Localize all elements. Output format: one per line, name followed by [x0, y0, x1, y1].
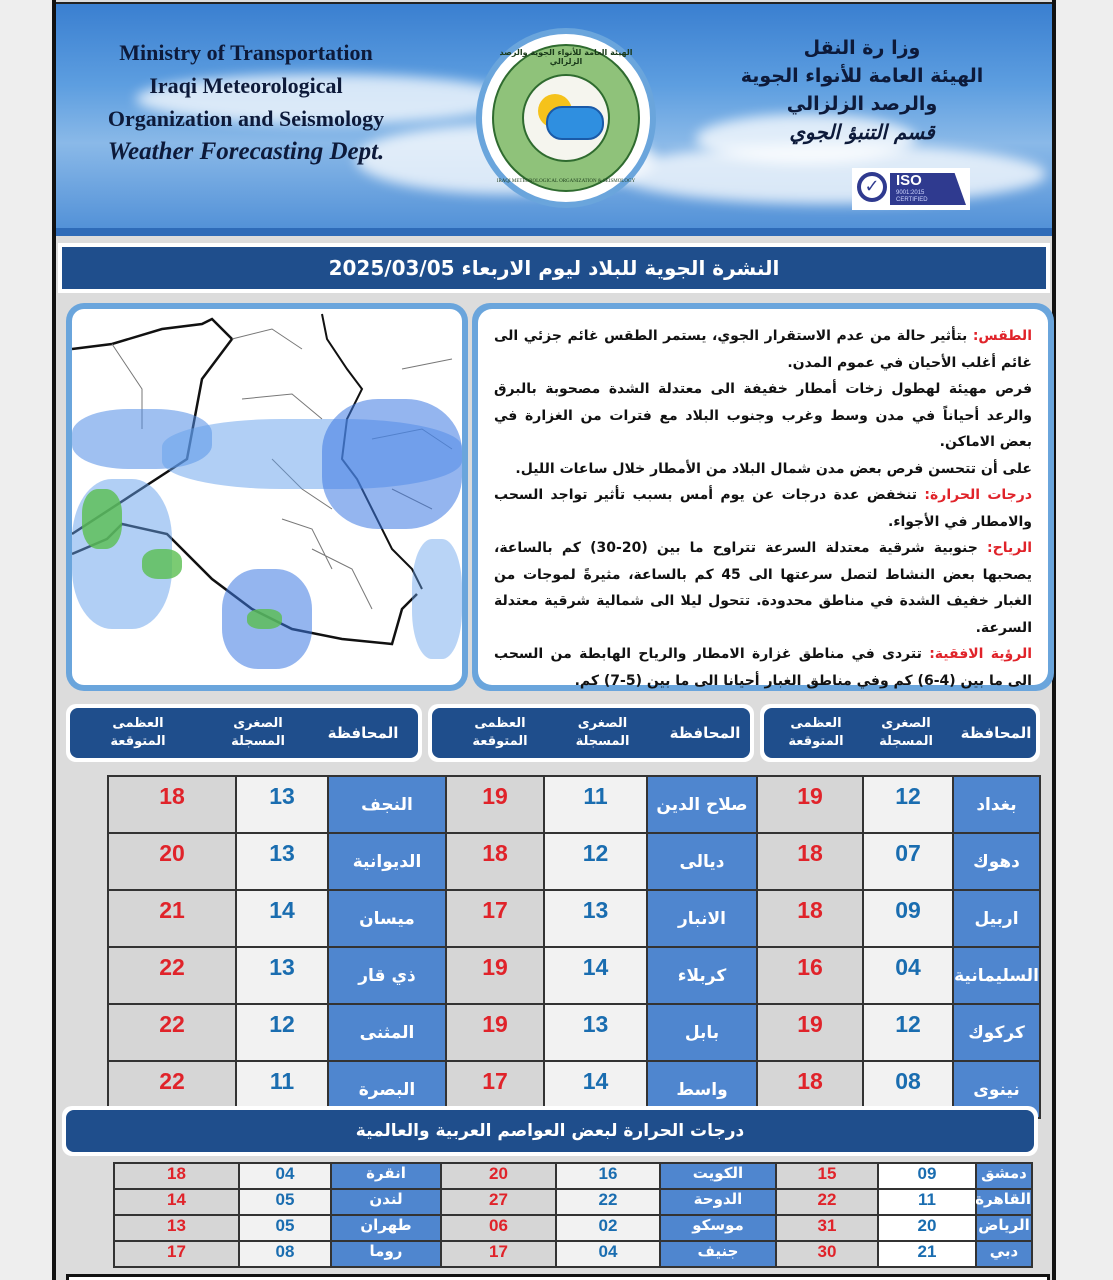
name-cell: السليمانية [953, 947, 1040, 1004]
max-temp-cell: 19 [757, 776, 863, 833]
header-max-line1: العظمى [474, 716, 526, 731]
header-min [866, 708, 946, 758]
max-temp-cell: 22 [776, 1189, 878, 1215]
header-max [776, 708, 856, 758]
min-temp-cell: 13 [236, 833, 328, 890]
iso-subtitle [896, 190, 928, 204]
weather-map [72, 309, 462, 685]
capital-row [114, 1241, 1032, 1267]
name-cell: ميسان [328, 890, 446, 947]
min-temp-cell: 14 [236, 890, 328, 947]
max-temp-cell: 13 [114, 1215, 239, 1241]
weather-text-2: فرص مهيئة لهطول زخات أمطار خفيفة الى معتدلة الشدة مصحوبة بالبرق والرعد أحياناً في مدن وسط وغرب وجنوب البلاد مع فترات من الغزارة في بعض الاماكن. [494, 381, 1032, 450]
max-temp-cell: 17 [446, 1061, 544, 1118]
min-temp-cell: 02 [556, 1215, 660, 1241]
visibility-label: الرؤية الافقية: [929, 646, 1033, 662]
max-temp-cell: 18 [757, 833, 863, 890]
name-cell: طهران [331, 1215, 441, 1241]
min-temp-cell: 13 [236, 776, 328, 833]
header-max-line1: العظمى [790, 716, 842, 731]
min-temp-cell: 08 [863, 1061, 953, 1118]
name-cell: الكويت [660, 1163, 776, 1189]
min-temp-cell: 22 [556, 1189, 660, 1215]
weather-label: الطقس: [972, 328, 1032, 344]
ar-dept: قسم التنبؤ الجوي [789, 120, 935, 144]
min-temp-cell: 12 [863, 1004, 953, 1061]
name-cell: بغداد [953, 776, 1040, 833]
max-temp-cell: 19 [757, 1004, 863, 1061]
name-cell: بابل [647, 1004, 757, 1061]
min-temp-cell: 04 [556, 1241, 660, 1267]
capitals-table [113, 1162, 1033, 1268]
min-temp-cell: 13 [544, 1004, 647, 1061]
governorate-row [108, 776, 1040, 833]
header-min-line1: الصغرى [577, 716, 628, 731]
max-temp-cell: 18 [114, 1163, 239, 1189]
bulletin-title-bar [58, 243, 1050, 293]
name-cell: روما [331, 1241, 441, 1267]
name-cell: المثنى [328, 1004, 446, 1061]
forecast-text-panel [472, 303, 1054, 691]
name-cell: البصرة [328, 1061, 446, 1118]
min-temp-cell: 05 [239, 1215, 331, 1241]
min-temp-cell: 14 [544, 947, 647, 1004]
table-header-group-2 [428, 704, 754, 762]
header-governorate: المحافظة [669, 724, 741, 742]
temperature-label: درجات الحرارة: [924, 487, 1032, 503]
max-temp-cell: 14 [114, 1189, 239, 1215]
name-cell: الديوانية [328, 833, 446, 890]
max-temp-cell: 20 [108, 833, 236, 890]
max-temp-cell: 16 [757, 947, 863, 1004]
max-temp-cell: 15 [776, 1163, 878, 1189]
max-temp-cell: 17 [441, 1241, 556, 1267]
max-temp-cell: 17 [114, 1241, 239, 1267]
max-temp-cell: 30 [776, 1241, 878, 1267]
iso-title: ISO [896, 172, 922, 189]
min-temp-cell: 04 [239, 1163, 331, 1189]
ar-line: والرصد الزلزالي [786, 93, 938, 115]
governorates-table [107, 775, 1041, 1119]
max-temp-cell: 27 [441, 1189, 556, 1215]
min-temp-cell: 14 [544, 1061, 647, 1118]
governorate-row [108, 833, 1040, 890]
header-max-line2: المتوقعة [788, 734, 844, 749]
min-temp-cell: 11 [878, 1189, 976, 1215]
name-cell: الدوحة [660, 1189, 776, 1215]
header-min [555, 708, 650, 758]
header-min-line1: الصغرى [233, 716, 283, 731]
name-cell: كربلاء [647, 947, 757, 1004]
header-min-line2: المسجلة [879, 734, 933, 749]
header-min [208, 708, 308, 758]
en-line: Iraqi Meteorological [149, 73, 343, 98]
name-cell: دمشق [976, 1163, 1032, 1189]
bottom-border [66, 1274, 1050, 1280]
header-governorate: المحافظة [327, 724, 399, 742]
max-temp-cell: 18 [108, 776, 236, 833]
name-cell: دهوك [953, 833, 1040, 890]
max-temp-cell: 21 [108, 890, 236, 947]
name-cell: القاهرة [976, 1189, 1032, 1215]
min-temp-cell: 11 [236, 1061, 328, 1118]
max-temp-cell: 19 [446, 1004, 544, 1061]
max-temp-cell: 17 [446, 890, 544, 947]
min-temp-cell: 20 [878, 1215, 976, 1241]
name-cell: جنيف [660, 1241, 776, 1267]
max-temp-cell: 18 [446, 833, 544, 890]
min-temp-cell: 16 [556, 1163, 660, 1189]
min-temp-cell: 11 [544, 776, 647, 833]
header-min-line2: المسجلة [575, 734, 630, 749]
header-min-line2: المسجلة [231, 734, 285, 749]
name-cell: ديالى [647, 833, 757, 890]
bulletin-title: النشرة الجوية للبلاد ليوم الاربعاء 2025/03/05 [62, 247, 1046, 289]
min-temp-cell: 13 [544, 890, 647, 947]
min-temp-cell: 08 [239, 1241, 331, 1267]
checkmark-icon: ✓ [857, 172, 887, 202]
table-header-group-3 [66, 704, 422, 762]
header-governorate: المحافظة [960, 724, 1032, 742]
english-title [76, 36, 416, 168]
header-max [455, 708, 545, 758]
name-cell: الانبار [647, 890, 757, 947]
header-max-line1: العظمى [112, 716, 164, 731]
name-cell: موسكو [660, 1215, 776, 1241]
governorate-row [108, 890, 1040, 947]
max-temp-cell: 18 [757, 890, 863, 947]
max-temp-cell: 19 [446, 947, 544, 1004]
name-cell: الرياض [976, 1215, 1032, 1241]
en-dept: Weather Forecasting Dept. [107, 138, 385, 165]
max-temp-cell: 19 [446, 776, 544, 833]
max-temp-cell: 31 [776, 1215, 878, 1241]
name-cell: اربيل [953, 890, 1040, 947]
max-temp-cell: 18 [757, 1061, 863, 1118]
min-temp-cell: 12 [863, 776, 953, 833]
name-cell: واسط [647, 1061, 757, 1118]
min-temp-cell: 12 [544, 833, 647, 890]
weather-text-3: على أن تتحسن فرص بعض مدن شمال البلاد من الأمطار خلال ساعات الليل. [515, 460, 1032, 477]
header-min-line1: الصغرى [881, 716, 931, 731]
governorate-row [108, 1004, 1040, 1061]
max-temp-cell: 22 [108, 1004, 236, 1061]
min-temp-cell: 05 [239, 1189, 331, 1215]
organization-logo [476, 28, 656, 208]
max-temp-cell: 22 [108, 1061, 236, 1118]
header-banner [56, 2, 1052, 236]
max-temp-cell: 06 [441, 1215, 556, 1241]
name-cell: لندن [331, 1189, 441, 1215]
wind-text: جنوبية شرقية معتدلة السرعة تتراوح ما بين (20-30) كم بالساعة، يصحبها بعض النشاط لتصل سرعتها الى 45 كم بالساعة، مثيرةً لموجات من الغبار خفيف الشدة في مناطق محدودة. تتحول ليلا الى شمالية شرقية معتدلة السرعة. [494, 540, 1032, 636]
en-line: Organization and Seismology [107, 106, 385, 131]
ar-line: وزا رة النقل [803, 37, 921, 59]
min-temp-cell: 12 [236, 1004, 328, 1061]
weather-text: بتأثير حالة من عدم الاستقرار الجوي، يستمر الطقس غائم جزئي الى غائم أغلب الأحيان في عموم المدن. [494, 328, 1032, 371]
min-temp-cell: 09 [878, 1163, 976, 1189]
min-temp-cell: 07 [863, 833, 953, 890]
min-temp-cell: 13 [236, 947, 328, 1004]
en-line: Ministry of Transportation [119, 40, 373, 65]
name-cell: صلاح الدين [647, 776, 757, 833]
header-max [88, 708, 188, 758]
header-bottom-bar [56, 228, 1052, 236]
logo-text-ar: الهيئة العامة للأنواء الجوية والرصد الزلزالي [499, 48, 633, 66]
forecast-text [478, 309, 1048, 689]
arabic-title [712, 34, 1012, 146]
min-temp-cell: 21 [878, 1241, 976, 1267]
min-temp-cell: 04 [863, 947, 953, 1004]
name-cell: النجف [328, 776, 446, 833]
table-header-group-1 [760, 704, 1040, 762]
capitals-title: درجات الحرارة لبعض العواصم العربية والعالمية [66, 1110, 1034, 1152]
cloud-icon [546, 106, 604, 140]
min-temp-cell: 09 [863, 890, 953, 947]
governorate-row [108, 947, 1040, 1004]
capital-row [114, 1215, 1032, 1241]
visibility-text: تتردى في مناطق غزارة الامطار والرياح الهابطة من السحب الى ما بين (4-6) كم وفي مناطق الغبار أحيانا الى ما بين (5-7) كم. [494, 646, 1032, 689]
name-cell: نينوى [953, 1061, 1040, 1118]
wind-label: الرياح: [987, 540, 1032, 556]
max-temp-cell: 20 [441, 1163, 556, 1189]
logo-text-en: IRAQI METEOROLOGICAL ORGANIZATION & SEISMOLOGY [496, 179, 636, 184]
ar-line: الهيئة العامة للأنواء الجوية [740, 65, 984, 87]
name-cell: انقرة [331, 1163, 441, 1189]
iso-certified: CERTIFIED [896, 197, 928, 203]
header-max-line2: المتوقعة [472, 734, 528, 749]
iso-standard: 9001:2015 [896, 190, 925, 196]
capital-row [114, 1189, 1032, 1215]
name-cell: دبي [976, 1241, 1032, 1267]
iso-badge [852, 168, 970, 210]
capitals-title-bar [62, 1106, 1038, 1156]
weather-map-panel [66, 303, 468, 691]
max-temp-cell: 22 [108, 947, 236, 1004]
temperature-text: تنخفض عدة درجات عن يوم أمس بسبب تأثير تواجد السحب والامطار في الأجواء. [494, 487, 1032, 530]
name-cell: كركوك [953, 1004, 1040, 1061]
capital-row [114, 1163, 1032, 1189]
header-max-line2: المتوقعة [110, 734, 166, 749]
name-cell: ذي قار [328, 947, 446, 1004]
